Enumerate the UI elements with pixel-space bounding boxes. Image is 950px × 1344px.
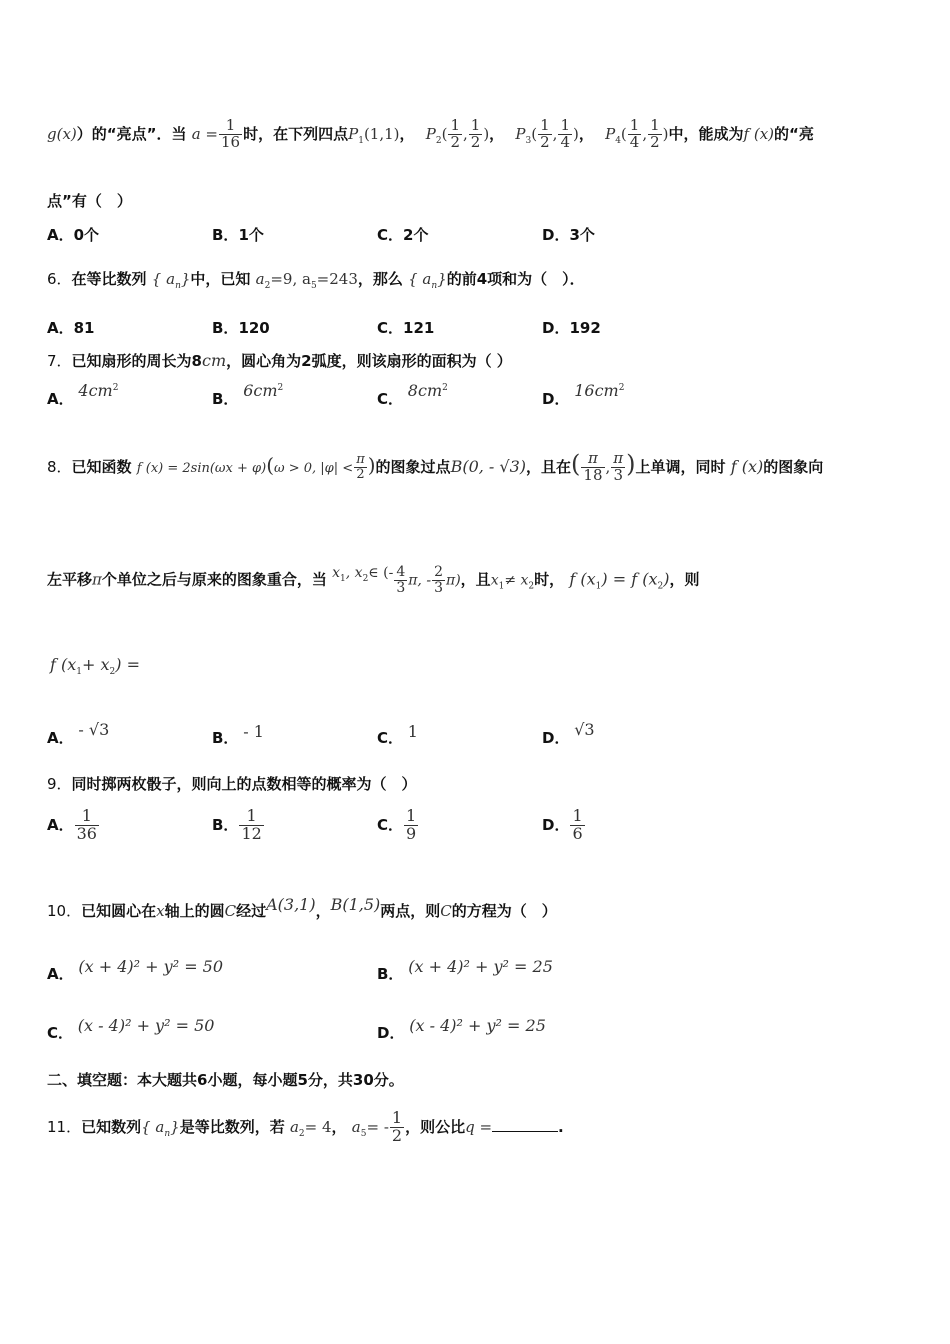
q5-option-d[interactable]: D．3个 (542, 226, 595, 244)
q6-option-c[interactable]: C．121 (377, 319, 435, 337)
q8-option-b[interactable]: B． - 1 (212, 722, 264, 747)
q9-option-b[interactable]: B． $\frac{1}{12}$ (212, 806, 262, 843)
q10-option-b[interactable]: B． (x + 4)² + y² = 25 (377, 957, 553, 983)
q5-option-c[interactable]: C．2个 (377, 226, 429, 244)
q8-stem-line3: f $(x_1+ x_2)$ = (50, 655, 140, 677)
q7-option-c[interactable]: C． $8cm^2$ (377, 381, 448, 408)
q6-option-b[interactable]: B．120 (212, 319, 270, 337)
q10-option-a[interactable]: A． (x + 4)² + y² = 50 (47, 957, 224, 983)
answer-blank[interactable] (492, 1117, 558, 1132)
q8-option-a[interactable]: A． - √3 (47, 720, 110, 747)
fraction-a: $\frac{1}{16}$ (221, 116, 241, 151)
q8-option-d[interactable]: D． √3 (542, 720, 595, 747)
q8-option-c[interactable]: C． 1 (377, 722, 418, 747)
g-x: g(x) (47, 124, 77, 143)
q9-option-a[interactable]: A． $\frac{1}{36}$ (47, 806, 97, 843)
q10-option-c[interactable]: C． (x - 4)² + y² = 50 (47, 1016, 215, 1042)
q7-option-d[interactable]: D． $16cm^2$ (542, 381, 625, 408)
q8-stem-line1: 8．已知函数 f (x) = 2sin(ωx + φ)(ω > 0, |φ| < $\frac{\pi}{2}$ )的图象过点B(0, - √3)，且在( $\frac{\pi}{18}$ , $\frac{\pi}{3}$ )上单调，同时 f (x)的图象向 (47, 449, 824, 484)
q5-option-a[interactable]: A．0个 (47, 226, 100, 244)
q7-stem: 7．已知扇形的周长为8cm，圆心角为2弧度，则该扇形的面积为（ ） (47, 351, 512, 370)
q8-stem-line2: 左平移π个单位之后与原来的图象重合，当 $x_1$, $x_2\in$ (- $\frac{4}{3}$ π, - $\frac{2}{3}$ π)，且$x_1\ne x_2$时， f $(x_1) = f$ $(x_2)$，则 (47, 564, 700, 596)
q5-option-b[interactable]: B．1个 (212, 226, 264, 244)
section-heading: 二、填空题：本大题共6小题，每小题5分，共30分。 (47, 1071, 404, 1089)
q9-option-c[interactable]: C． $\frac{1}{9}$ (377, 806, 417, 843)
q9-option-d[interactable]: D． $\frac{1}{6}$ (542, 806, 583, 843)
q9-stem: 9．同时掷两枚骰子，则向上的点数相等的概率为（ ） (47, 775, 417, 793)
q7-option-a[interactable]: A． $4cm^2$ (47, 381, 119, 408)
q5-line2: 点”有（ ） (47, 192, 132, 210)
q10-stem: 10．已知圆心在x轴上的圆C经过A(3,1)，B(1,5)两点，则C的方程为（ ） (47, 895, 557, 920)
q6-stem: 6．在等比数列 { $a_n$}中，已知 $a_2=9$, $a_5=243$，那么 { $a_n$}的前4项和为（ ）． (47, 270, 585, 291)
q6-option-d[interactable]: D．192 (542, 319, 601, 337)
q6-option-a[interactable]: A．81 (47, 319, 95, 337)
q11-stem: 11．已知数列{ $a_n$}是等比数列，若 $a_2= 4$， $a_5=$ - $\frac{1}{2}$ ，则公比q = . (47, 1108, 564, 1145)
q7-option-b[interactable]: B． $6cm^2$ (212, 381, 284, 408)
q10-option-d[interactable]: D． (x - 4)² + y² = 25 (377, 1016, 546, 1042)
q5-line1: g(x)）的“亮点”．当 a = $\frac{1}{16}$ 时，在下列四点$P_1(1,1)$， $P_2$( $\frac{1}{2}$ , $\frac{1}{2}$ )， $P_3$( $\frac{1}{2}$ , $\frac{1}{4}$ )， $P_4$( $\frac{1}{4}$ , $\frac{1}{2}$ )中，能成为f (x)的“亮 (47, 116, 814, 151)
